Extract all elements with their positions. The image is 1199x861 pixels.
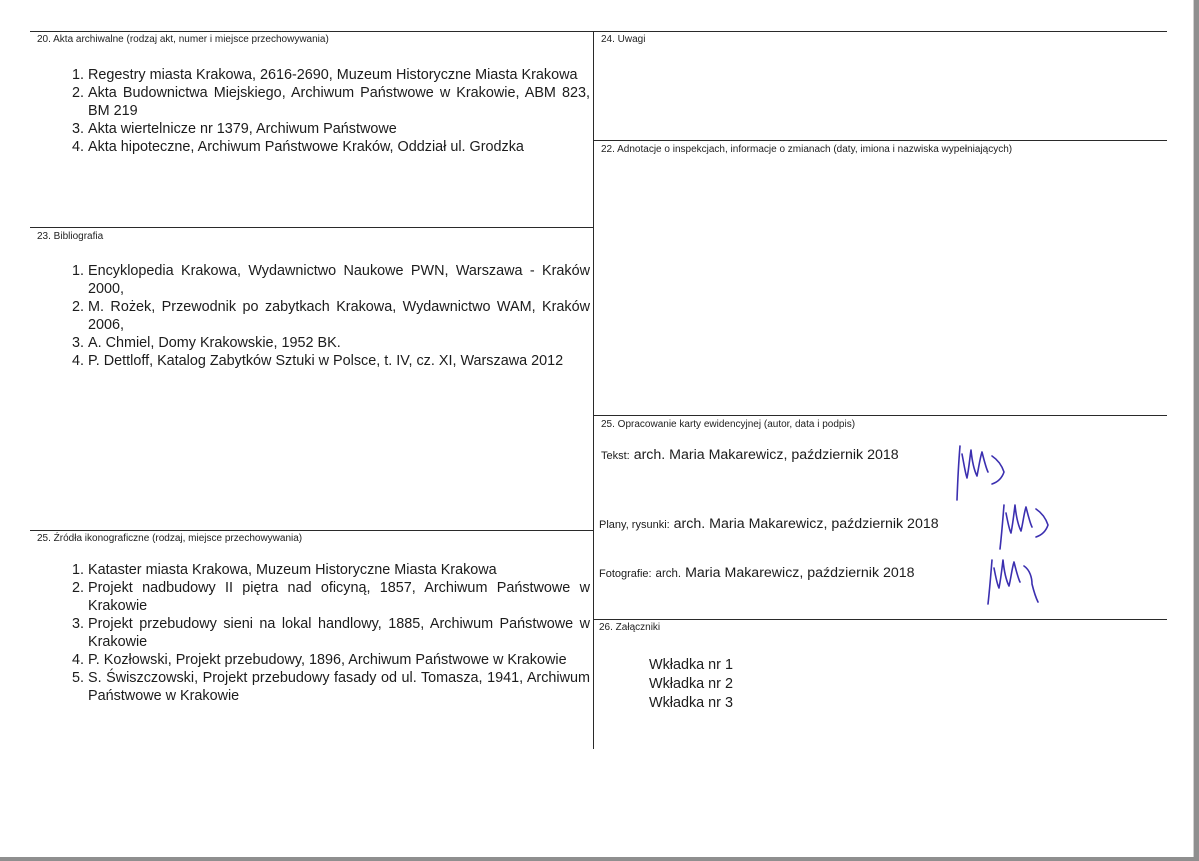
list-item: 4. Akta hipoteczne, Archiwum Państwowe Kraków, Oddział ul. Grodzka [88,138,590,156]
attachment-item: Wkładka nr 2 [649,676,733,692]
text-author-line [601,447,899,463]
text-label: Tekst: [601,450,630,462]
list-item: 4. P. Dettloff, Katalog Zabytków Sztuki w Polsce, t. IV, cz. XI, Warszawa 2012 [88,352,590,370]
iconographic-list [32,561,590,705]
list-item: 3. A. Chmiel, Domy Krakowskie, 1952 BK. [88,334,590,352]
list-item: 2. Projekt nadbudowy II piętra nad oficyną, 1857, Archiwum Państwowe w Krakowie [88,579,590,615]
column-divider [593,31,594,749]
authorship-header: 25. Opracowanie karty ewidencyjnej (autor, data i podpis) [601,419,856,430]
photos-label: Fotografie: [599,568,652,580]
list-item: 3. Akta wiertelnicze nr 1379, Archiwum Państwowe [88,120,590,138]
photos-value: Maria Makarewicz, październik 2018 [685,565,915,581]
list-item: 5. S. Świszczowski, Projekt przebudowy fasady od ul. Tomasza, 1941, Archiwum Państwowe w Krakowie [88,669,590,705]
list-item: 4. P. Kozłowski, Projekt przebudowy, 1896, Archiwum Państwowe w Krakowie [88,651,590,669]
divider-bibliography-iconographic [30,530,593,531]
plans-value: arch. Maria Makarewicz, październik 2018 [673,516,939,532]
divider-archives-bibliography [30,227,593,228]
attachment-item: Wkładka nr 3 [649,695,733,711]
list-item: 3. Projekt przebudowy sieni na lokal handlowy, 1885, Archiwum Państwowe w Krakowie [88,615,590,651]
inspections-header: 22. Adnotacje o inspekcjach, informacje o zmianach (daty, imiona i nazwiska wypełniających) [601,144,1013,155]
attachment-item: Wkładka nr 1 [649,657,733,673]
iconographic-header: 25. Źródła ikonograficzne (rodzaj, miejsce przechowywania) [37,533,303,544]
list-item: 1. Encyklopedia Krakowa, Wydawnictwo Naukowe PWN, Warszawa - Kraków 2000, [88,262,590,298]
remarks-header: 24. Uwagi [601,34,646,45]
signature-icon [982,550,1042,606]
plans-author-line [599,516,939,532]
list-item: 1. Kataster miasta Krakowa, Muzeum Historyczne Miasta Krakowa [88,561,590,579]
top-border [30,31,1167,32]
list-item: 2. M. Rożek, Przewodnik po zabytkach Krakowa, Wydawnictwo WAM, Kraków 2006, [88,298,590,334]
list-item: 1. Regestry miasta Krakowa, 2616-2690, Muzeum Historyczne Miasta Krakowa [88,66,590,84]
archives-header: 20. Akta archiwalne (rodzaj akt, numer i miejsce przechowywania) [37,34,329,45]
divider-authorship-attachments [593,619,1167,620]
photos-prefix: arch. [655,568,682,580]
bibliography-list [32,262,590,370]
attachments-header: 26. Załączniki [599,622,661,633]
divider-remarks-inspections [593,140,1167,141]
text-value: arch. Maria Makarewicz, październik 2018 [633,447,899,463]
photos-author-line [599,565,915,581]
signature-icon [952,438,1012,502]
divider-inspections-authorship [593,415,1167,416]
plans-label: Plany, rysunki: [599,519,670,531]
bibliography-header: 23. Bibliografia [37,231,104,242]
signature-icon [994,495,1054,551]
list-item: 2. Akta Budownictwa Miejskiego, Archiwum Państwowe w Krakowie, ABM 823, BM 219 [88,84,590,120]
archives-list [32,66,590,156]
